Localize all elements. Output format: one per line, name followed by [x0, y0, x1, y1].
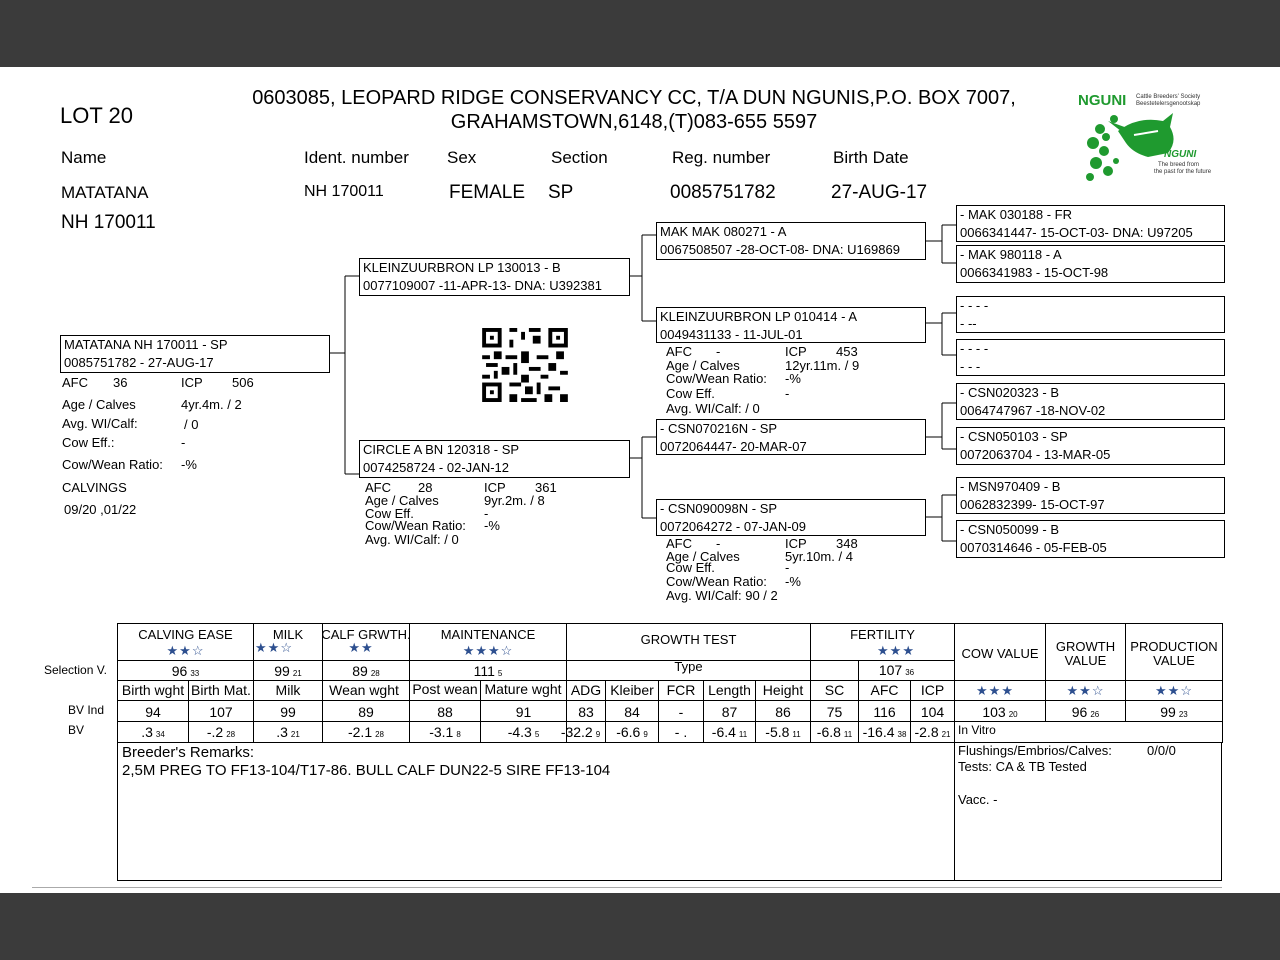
sire-line-1: KLEINZUURBRON LP 130013 - B: [363, 260, 561, 275]
bv-milk: .3 21: [276, 724, 300, 740]
ind-height: 86: [775, 704, 791, 720]
subject-age: 4yr.4m. / 2: [181, 397, 242, 412]
dam-line-1: CIRCLE A BN 120318 - SP: [363, 442, 520, 457]
dam-afc-label: AFC: [365, 480, 391, 495]
selection-milk: 99 21: [274, 663, 302, 679]
subject-line-1: MATATANA NH 170011 - SP: [64, 337, 228, 352]
ggp-3-line-1: - - - -: [960, 298, 989, 313]
group-production-value-1: PRODUCTION: [1130, 639, 1218, 654]
logo-society: Cattle Breeders' Society: [1136, 94, 1201, 100]
sire-dam-age-label: Age / Calves: [666, 358, 740, 373]
sire-dam-ce-label: Cow Eff.: [666, 386, 715, 401]
subject-cw-label: Cow/Wean Ratio:: [62, 457, 163, 472]
ind-adg: 83: [578, 704, 594, 720]
dam-dam-ce: -: [785, 560, 790, 575]
sire-dam-icp: 453: [836, 344, 858, 359]
ggp-5-line-2: 0064747967 -18-NOV-02: [960, 403, 1106, 418]
maintenance-rating: ★★★☆: [462, 643, 514, 658]
ind-birth-mat: 107: [209, 704, 233, 720]
label-reg: Reg. number: [672, 148, 771, 167]
dam-dam-ce-label: Cow Eff.: [666, 560, 715, 575]
selection-label: Selection V.: [44, 663, 107, 677]
sire-dam-line-2: 0049431133 - 11-JUL-01: [660, 327, 803, 342]
sire-dam-ce: -: [785, 386, 790, 401]
group-growth-value-2: VALUE: [1064, 653, 1107, 668]
dam-dam-box: [656, 499, 926, 536]
sire-line-2: 0077109007 -11-APR-13- DNA: U392381: [363, 278, 602, 293]
owner-line-2: GRAHAMSTOWN,6148,(T)083-655 5597: [450, 111, 818, 133]
bv-mature-wght: -4.3 5: [507, 724, 540, 740]
ggp-6-line-1: - CSN050103 - SP: [960, 429, 1068, 444]
logo-tagline-1: The breed from: [1158, 162, 1200, 168]
dam-icp-label: ICP: [484, 480, 506, 495]
ind-icp: 104: [920, 704, 945, 720]
sire-sire-line-2: 0067508507 -28-OCT-08- DNA: U169869: [660, 242, 900, 257]
subject-wi-label: Avg. WI/Calf:: [62, 416, 138, 431]
ggp-box-6: [956, 427, 1225, 465]
col-birth-wght: Birth wght: [121, 682, 185, 698]
sire-dam-wi-label: Avg. WI/Calf: / 0: [666, 401, 760, 416]
logo-badge: NGUNI: [1164, 149, 1197, 160]
label-sex: Sex: [447, 148, 477, 167]
bv-length: -6.4 11: [711, 724, 748, 740]
document-sheet: [0, 67, 1280, 893]
col-birth-mat: Birth Mat.: [191, 682, 251, 698]
milk-rating: ★★☆: [255, 640, 293, 655]
subject-wi: / 0: [184, 417, 199, 432]
flushings-label: Flushings/Embrios/Calves:: [958, 743, 1112, 758]
subject-calvings: 09/20 ,01/22: [64, 502, 137, 517]
group-production-value-2: VALUE: [1153, 653, 1195, 668]
ind-birth-wght: 94: [145, 704, 161, 720]
group-fertility: FERTILITY: [850, 627, 915, 642]
cow-value-rating: ★★★: [976, 683, 1014, 698]
dam-line-2: 0074258724 - 02-JAN-12: [363, 460, 509, 475]
sire-sire-box: [656, 222, 926, 260]
dam-ce: -: [484, 506, 489, 521]
ggp-box-2: [956, 245, 1225, 283]
subject-line-2: 0085751782 - 27-AUG-17: [64, 355, 214, 370]
sire-dam-age: 12yr.11m. / 9: [785, 358, 860, 373]
dam-age-label: Age / Calves: [365, 493, 439, 508]
col-kleiber: Kleiber: [610, 682, 654, 698]
ind-fcr: -: [678, 704, 684, 720]
sire-dam-afc-label: AFC: [666, 344, 692, 359]
sire-box: [359, 258, 630, 296]
ggp-1-line-1: - MAK 030188 - FR: [960, 207, 1072, 222]
col-afc: AFC: [870, 682, 899, 698]
ggp-box-5: [956, 383, 1225, 420]
ggp-5-line-1: - CSN020323 - B: [960, 385, 1059, 400]
subject-box: [60, 335, 330, 373]
calf-growth-rating: ★★: [348, 640, 374, 655]
label-ident: Ident. number: [304, 148, 409, 167]
col-mature-wght: Mature wght: [484, 681, 562, 697]
subject-ce: -: [181, 435, 186, 450]
dam-cw: -%: [484, 518, 500, 533]
ind-sc: 75: [826, 704, 843, 720]
animal-reg: 0085751782: [670, 182, 776, 203]
dam-dam-afc-label: AFC: [666, 536, 692, 551]
ggp-2-line-1: - MAK 980118 - A: [960, 247, 1062, 262]
calving-ease-rating: ★★☆: [166, 643, 205, 658]
dam-dam-wi-label: Avg. WI/Calf: 90 / 2: [666, 588, 778, 603]
vacc-text: Vacc. -: [958, 792, 998, 807]
dam-dam-line-1: - CSN090098N - SP: [660, 501, 778, 516]
dam-icp: 361: [535, 480, 557, 495]
subject-afc: 36: [113, 375, 128, 390]
ind-kleiber: 84: [624, 704, 640, 720]
ggp-box-4: [956, 339, 1225, 376]
group-growth-test: GROWTH TEST: [640, 632, 737, 647]
dam-dam-icp: 348: [836, 536, 858, 551]
bv-sc: -6.8 11: [816, 724, 853, 740]
ind-growth-value: 96 26: [1071, 704, 1100, 720]
bv-label: BV: [68, 723, 85, 737]
ggp-7-line-2: 0062832399- 15-OCT-97: [960, 497, 1105, 512]
flushings-value: 0/0/0: [1147, 743, 1176, 758]
growth-value-rating: ★★☆: [1066, 683, 1105, 698]
sire-dam-icp-label: ICP: [785, 344, 807, 359]
in-vitro-label: In Vitro: [958, 723, 996, 737]
sire-dam-afc: -: [716, 344, 721, 359]
ind-post-wean: 88: [437, 704, 453, 720]
bv-kleiber: -6.6 9: [616, 724, 648, 740]
animal-sex: FEMALE: [449, 182, 526, 203]
ggp-2-line-2: 0066341983 - 15-OCT-98: [960, 265, 1109, 280]
label-birth: Birth Date: [833, 148, 909, 167]
dam-sire-line-1: - CSN070216N - SP: [660, 421, 778, 436]
bv-post-wean: -3.1 8: [429, 724, 461, 740]
dam-cw-label: Cow/Wean Ratio:: [365, 518, 466, 533]
ggp-box-7: [956, 477, 1225, 514]
ind-afc: 116: [873, 704, 896, 720]
bv-ind-label: BV Ind: [68, 703, 105, 717]
tests-text: Tests: CA & TB Tested: [958, 759, 1087, 774]
col-fcr: FCR: [666, 682, 696, 698]
col-height: Height: [762, 682, 804, 698]
subject-afc-label: AFC: [62, 375, 88, 390]
col-length: Length: [708, 682, 751, 698]
group-calf-growth: CALF GRWTH.: [321, 627, 411, 642]
selection-maintenance: 111 5: [473, 663, 503, 679]
sire-sire-line-1: MAK MAK 080271 - A: [660, 224, 787, 239]
bv-afc: -16.4 38: [862, 724, 907, 740]
ggp-6-line-2: 0072063704 - 13-MAR-05: [960, 447, 1111, 462]
dam-dam-cw-label: Cow/Wean Ratio:: [666, 574, 767, 589]
dam-ce-label: Cow Eff.: [365, 506, 414, 521]
animal-ident-2: NH 170011: [61, 212, 156, 233]
ggp-7-line-1: - MSN970409 - B: [960, 479, 1061, 494]
bv-height: -5.8 11: [765, 724, 801, 740]
col-adg: ADG: [570, 682, 602, 698]
remarks-text: 2,5M PREG TO FF13-104/T17-86. BULL CALF DUN22-5 SIRE FF13-104: [122, 762, 611, 779]
ggp-box-1: [956, 205, 1225, 242]
animal-birth: 27-AUG-17: [831, 182, 928, 203]
bv-birth-mat: -.2 28: [206, 724, 236, 740]
logo-tagline-2: the past for the future: [1154, 169, 1212, 175]
logo-society-2: Beestetelersgenootskap: [1136, 101, 1201, 107]
ggp-1-line-2: 0066341447- 15-OCT-03- DNA: U97205: [960, 225, 1193, 240]
ggp-3-line-2: - --: [960, 316, 977, 331]
ind-milk: 99: [280, 704, 296, 720]
type-label: Type: [674, 659, 703, 674]
sire-dam-cw-label: Cow/Wean Ratio:: [666, 371, 767, 386]
group-cow-value: COW VALUE: [961, 646, 1039, 661]
sire-dam-line-1: KLEINZUURBRON LP 010414 - A: [660, 309, 858, 324]
col-sc: SC: [824, 682, 845, 698]
sire-dam-box: [656, 307, 926, 343]
dam-afc: 28: [418, 480, 433, 495]
subject-cw: -%: [181, 457, 197, 472]
ind-cow-value: 103 20: [982, 704, 1018, 720]
col-wean-wght: Wean wght: [329, 682, 399, 698]
group-calving-ease: CALVING EASE: [138, 627, 233, 642]
selection-calving-ease: 96 33: [171, 663, 200, 679]
ind-mature-wght: 91: [515, 704, 532, 720]
ggp-4-line-1: - - - -: [960, 341, 989, 356]
col-milk: Milk: [275, 682, 301, 698]
dam-dam-cw: -%: [785, 574, 801, 589]
subject-age-label: Age / Calves: [62, 397, 136, 412]
dam-sire-box: [656, 419, 926, 455]
dam-age: 9yr.2m. / 8: [484, 493, 545, 508]
ind-production-value: 99 23: [1160, 704, 1188, 720]
sire-dam-cw: -%: [785, 371, 801, 386]
bv-icp: -2.8 21: [914, 724, 951, 740]
dam-dam-age: 5yr.10m. / 4: [785, 549, 853, 564]
animal-section: SP: [548, 182, 574, 203]
ggp-4-line-2: - - -: [960, 359, 981, 374]
subject-icp-label: ICP: [181, 375, 203, 390]
group-milk: MILK: [272, 627, 304, 642]
subject-ce-label: Cow Eff.:: [62, 435, 115, 450]
bv-adg: -32.2 9: [560, 724, 601, 740]
dam-dam-afc: -: [716, 536, 721, 551]
bv-wean-wght: -2.1 28: [347, 724, 385, 740]
group-maintenance: MAINTENANCE: [440, 627, 536, 642]
col-icp: ICP: [920, 682, 945, 698]
fertility-rating: ★★★: [877, 643, 915, 658]
remarks-label: Breeder's Remarks:: [122, 744, 255, 761]
subject-calvings-label: CALVINGS: [62, 480, 127, 495]
selection-calf-growth: 89 28: [352, 663, 380, 679]
dam-box: [359, 440, 630, 478]
qr-code-icon: [481, 328, 569, 402]
ggp-box-3: [956, 296, 1225, 333]
dam-sire-line-2: 0072064447- 20-MAR-07: [660, 439, 807, 454]
ggp-8-line-1: - CSN050099 - B: [960, 522, 1059, 537]
bv-fcr: - .: [674, 724, 688, 740]
owner-line-1: 0603085, LEOPARD RIDGE CONSERVANCY CC, T/A DUN NGUNIS,P.O. BOX 7007,: [252, 87, 1016, 109]
ggp-box-8: [956, 520, 1225, 558]
selection-fertility: 107 36: [878, 662, 915, 678]
animal-ident: NH 170011: [304, 183, 384, 200]
animal-name: MATATANA: [61, 183, 149, 202]
dam-wi-label: Avg. WI/Calf: / 0: [365, 532, 459, 547]
subject-icp: 506: [232, 375, 254, 390]
lot-number: LOT 20: [60, 103, 133, 128]
bv-birth-wght: .3 34: [141, 724, 165, 740]
dam-dam-age-label: Age / Calves: [666, 549, 740, 564]
ind-wean-wght: 89: [358, 704, 374, 720]
dam-dam-icp-label: ICP: [785, 536, 807, 551]
production-value-rating: ★★☆: [1155, 683, 1193, 698]
dam-dam-line-2: 0072064272 - 07-JAN-09: [660, 519, 806, 534]
col-post-wean: Post wean: [412, 681, 478, 697]
label-name: Name: [61, 148, 107, 167]
group-growth-value-1: GROWTH: [1055, 639, 1116, 654]
label-section: Section: [551, 148, 608, 167]
ind-length: 87: [721, 704, 738, 720]
logo-text: NGUNI: [1078, 92, 1127, 109]
ggp-8-line-2: 0070314646 - 05-FEB-05: [960, 540, 1107, 555]
